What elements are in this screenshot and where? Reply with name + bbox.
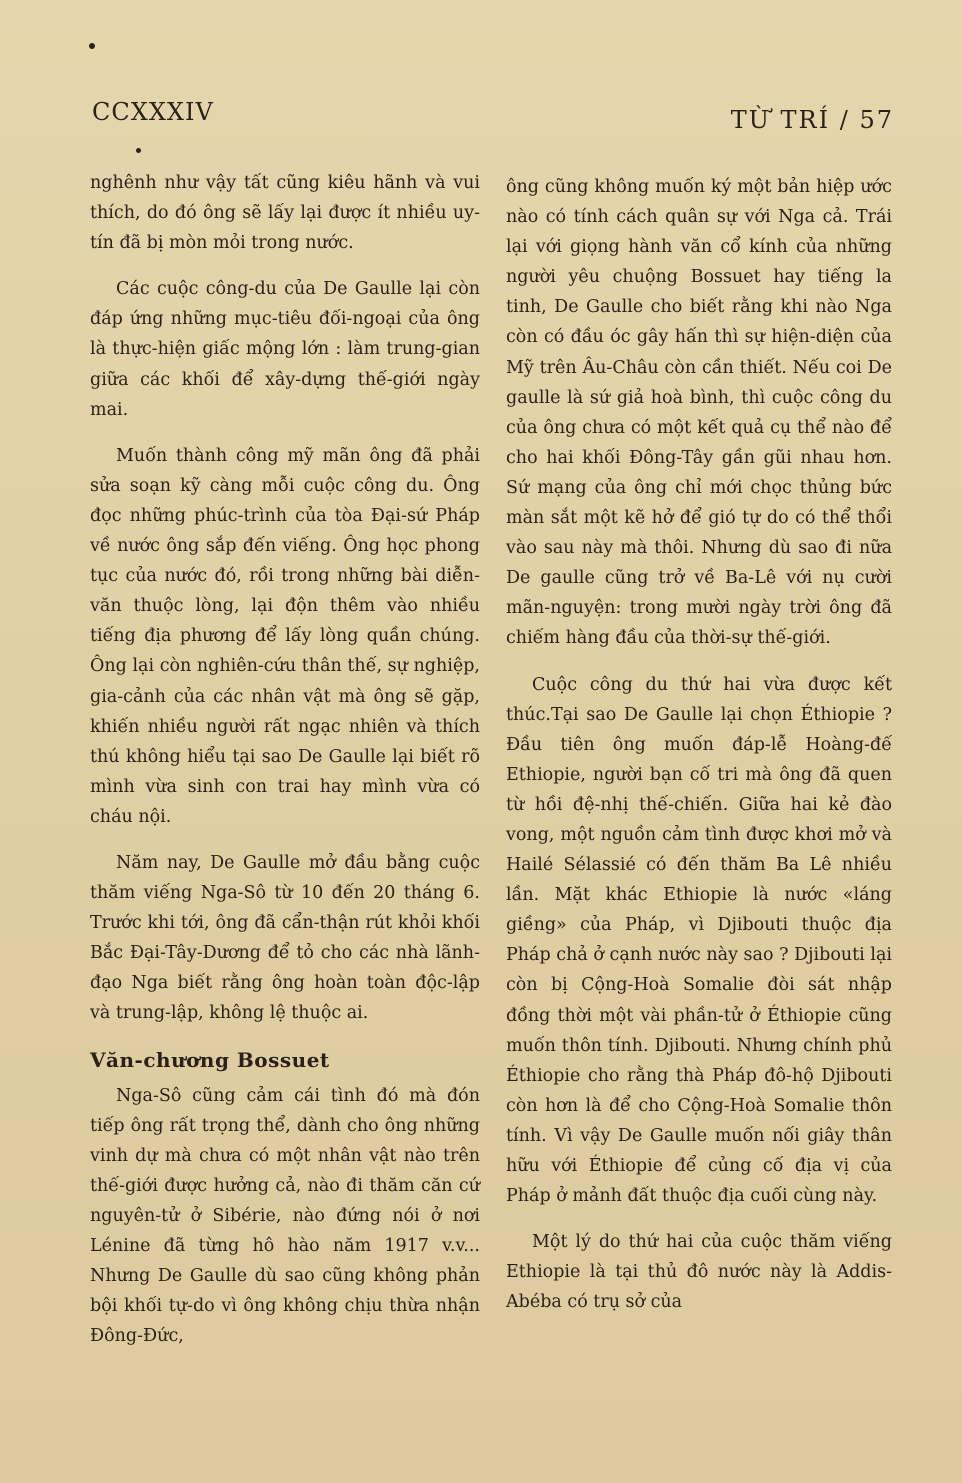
paragraph: Một lý do thứ hai của cuộc thăm viếng Ethiopie là tại thủ đô nước này là Addis-Abéba có trụ sở của [506, 1232, 892, 1313]
left-column [90, 168, 480, 1367]
paragraph: ông cũng không muốn ký một bản hiệp ước nào có tính cách quân sự với Nga cả. Trái lại với giọng hành văn cổ kính của những người yêu chuộng Bossuet hay tiếng la tinh, De Gaulle cho biết rằng khi nào Nga còn có đầu óc gây hấn thì sự hiện-diện của Mỹ trên Âu-Châu còn cần thiết. Nếu coi De gaulle là sứ giả hoà bình, thì cuộc công du của ông chưa có một kết quả cụ thể nào để cho hai khối Đông-Tây gần gũi nhau hơn. Sứ mạng của ông chỉ mới chọc thủng bức màn sắt một kẽ hở để gió tự do có thể thổi vào sau này mà thôi. Nhưng dù sao đi nữa De gaulle cũng trở về Ba-Lê với nụ cười mãn-nguyện: trong mười ngày trời ông đã chiếm hàng đầu của thời-sự thế-giới. [506, 177, 892, 649]
paragraph: Cuộc công du thứ hai vừa được kết thúc.Tại sao De Gaulle lại chọn Éthiopie ? Đầu tiên ông muốn đáp-lễ Hoàng-đế Ethiopie, người bạn cố tri mà ông đã quen từ hồi đệ-nhị thế-chiến. Giữa hai kẻ đào vong, một nguồn cảm tình được khơi mở và Hailé Sélassié có đến thăm Ba Lê nhiều lần. Mặt khác Ethiopie là nước «láng giềng» của Pháp, vì Djibouti thuộc địa Pháp chả ở cạnh nước này sao ? Djibouti lại còn bị Cộng-Hoà Somalie đòi sát nhập đồng thời một vài phần-tử ở Éthiopie cũng muốn thôn tính. Djibouti. Nhưng chính phủ Éthiopie cho rằng thà Pháp đô-hộ Djibouti còn hơn là để cho Cộng-Hoà Somalie thôn tính. Vì vậy De Gaulle muốn nối giây thân hữu với Éthiopie để củng cố địa vị của Pháp ở mảnh đất thuộc địa cuối cùng này. [506, 674, 892, 1207]
paragraph: Muốn thành công mỹ mãn ông đã phải sửa soạn kỹ càng mỗi cuộc công du. Ông đọc những phúc-trình của tòa Đại-sứ Pháp về nước ông sắp đến viếng. Ông học phong tục của nước đó, rồi trong những bài diễn-văn thuộc lòng, lại độn thêm vào nhiều tiếng địa phương để lấy lòng quần chúng. Ông lại còn nghiên-cứu thân thế, sự nghiệp, gia-cảnh của các nhân vật mà ông sẽ gặp, khiến nhiều người rất ngạc nhiên và thích thú không hiểu tại sao De Gaulle lại biết rõ mình vừa sinh con trai hay mình vừa có cháu nội. [90, 445, 480, 827]
paragraph: Nga-Sô cũng cảm cái tình đó mà đón tiếp ông rất trọng thể, dành cho ông những vinh dự mà chưa có một nhân vật nào trên thế-giới được hưởng cả, nào đi thăm căn cứ nguyên-tử ở Sibérie, nào đứng nói ở nơi Lénine đã từng hô hào năm 1917 v.v... Nhưng De Gaulle dù sao cũng không phản bội khối tự-do vì ông không chịu thừa nhận Đông-Đức, [90, 1085, 480, 1347]
paragraph: Năm nay, De Gaulle mở đầu bằng cuộc thăm viếng Nga-Sô từ 10 đến 20 tháng 6. Trước khi tới, ông đã cẩn-thận rút khỏi khối Bắc Đại-Tây-Dương để tỏ cho các nhà lãnh-đạo Nga biết rằng ông hoàn toàn độc-lập và trung-lập, không lệ thuộc ai. [90, 852, 480, 1024]
ink-dot [89, 43, 95, 49]
section-heading: Văn-chương Bossuet [90, 1047, 330, 1072]
ink-dot [136, 148, 141, 153]
right-column [506, 172, 892, 1333]
paragraph: Các cuộc công-du của De Gaulle lại còn đáp ứng những mục-tiêu đối-ngoại của ông là thực-hiện giấc mộng lớn : làm trung-gian giữa các khối để xây-dựng thế-giới ngày mai. [90, 279, 480, 420]
page-header-right: TỪ TRÍ / 57 [730, 106, 894, 134]
page-header-left: CCXXXIV [92, 98, 214, 126]
paragraph: nghênh như vậy tất cũng kiêu hãnh và vui thích, do đó ông sẽ lấy lại được ít nhiều uy-tín đã bị mòn mỏi trong nước. [90, 173, 480, 254]
